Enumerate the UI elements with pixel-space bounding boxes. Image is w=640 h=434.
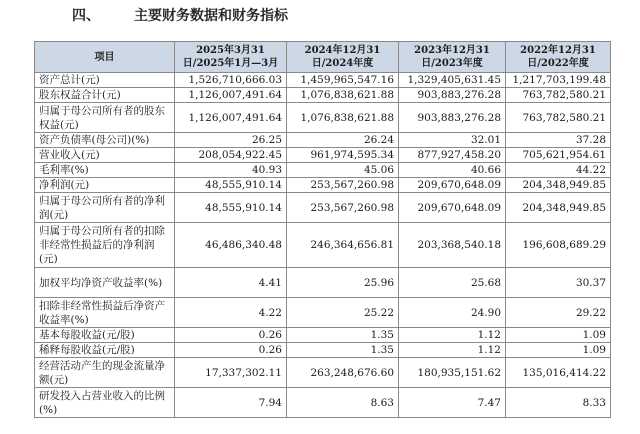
- table-row: [35, 388, 611, 418]
- header-2025q1: 2025年3月31日/2025年1月—3月: [175, 42, 287, 73]
- cell-value: 961,974,595.34: [287, 148, 399, 163]
- cell-value: 204,348,949.85: [506, 178, 611, 193]
- cell-value: 8.33: [506, 388, 611, 418]
- cell-value: 763,782,580.21: [506, 88, 611, 103]
- table-header-row: [35, 42, 611, 73]
- cell-value: 1.09: [506, 343, 611, 358]
- row-label: 基本每股收益(元/股): [35, 328, 175, 343]
- cell-value: 45.06: [287, 163, 399, 178]
- row-label: 毛利率(%): [35, 163, 175, 178]
- cell-value: 1,076,838,621.88: [287, 103, 399, 133]
- table-row: [35, 163, 611, 178]
- row-label: 研发投入占营业收入的比例(%): [35, 388, 175, 418]
- table-row: [35, 73, 611, 88]
- cell-value: 7.94: [175, 388, 287, 418]
- cell-value: 1,459,965,547.16: [287, 73, 399, 88]
- cell-value: 0.26: [175, 328, 287, 343]
- cell-value: 1,329,405,631.45: [399, 73, 506, 88]
- cell-value: 7.47: [399, 388, 506, 418]
- row-label: 营业收入(元): [35, 148, 175, 163]
- table-row: [35, 268, 611, 298]
- row-label: 资产负债率(母公司)(%): [35, 133, 175, 148]
- cell-value: 203,368,540.18: [399, 223, 506, 268]
- cell-value: 32.01: [399, 133, 506, 148]
- row-label: 经营活动产生的现金流量净额(元): [35, 358, 175, 388]
- header-2023: 2023年12月31日/2023年度: [399, 42, 506, 73]
- cell-value: 37.28: [506, 133, 611, 148]
- cell-value: 25.96: [287, 268, 399, 298]
- cell-value: 40.93: [175, 163, 287, 178]
- table-row: [35, 343, 611, 358]
- cell-value: 1,126,007,491.64: [175, 103, 287, 133]
- table-row: [35, 178, 611, 193]
- cell-value: 30.37: [506, 268, 611, 298]
- cell-value: 4.41: [175, 268, 287, 298]
- section-heading: [72, 4, 288, 28]
- cell-value: 180,935,151.62: [399, 358, 506, 388]
- cell-value: 204,348,949.85: [506, 193, 611, 223]
- header-2024: 2024年12月31日/2024年度: [287, 42, 399, 73]
- cell-value: 1,526,710,666.03: [175, 73, 287, 88]
- cell-value: 763,782,580.21: [506, 103, 611, 133]
- table-row: [35, 88, 611, 103]
- cell-value: 705,621,954.61: [506, 148, 611, 163]
- cell-value: 17,337,302.11: [175, 358, 287, 388]
- row-label: 归属于母公司所有者的扣除非经常性损益后的净利润(元): [35, 223, 175, 268]
- cell-value: 40.66: [399, 163, 506, 178]
- row-label: 股东权益合计(元): [35, 88, 175, 103]
- cell-value: 263,248,676.60: [287, 358, 399, 388]
- cell-value: 253,567,260.98: [287, 193, 399, 223]
- table-row: [35, 103, 611, 133]
- cell-value: 1.09: [506, 328, 611, 343]
- cell-value: 48,555,910.14: [175, 178, 287, 193]
- cell-value: 24.90: [399, 298, 506, 328]
- cell-value: 46,486,340.48: [175, 223, 287, 268]
- cell-value: 208,054,922.45: [175, 148, 287, 163]
- cell-value: 1.12: [399, 328, 506, 343]
- table-row: [35, 133, 611, 148]
- cell-value: 1,076,838,621.88: [287, 88, 399, 103]
- cell-value: 26.24: [287, 133, 399, 148]
- cell-value: 877,927,458.20: [399, 148, 506, 163]
- cell-value: 1.35: [287, 328, 399, 343]
- cell-value: 1.35: [287, 343, 399, 358]
- cell-value: 903,883,276.28: [399, 88, 506, 103]
- table-row: [35, 358, 611, 388]
- cell-value: 1,217,703,199.48: [506, 73, 611, 88]
- cell-value: 196,608,689.29: [506, 223, 611, 268]
- cell-value: 209,670,648.09: [399, 193, 506, 223]
- cell-value: 135,016,414.22: [506, 358, 611, 388]
- cell-value: 44.22: [506, 163, 611, 178]
- cell-value: 1,126,007,491.64: [175, 88, 287, 103]
- row-label: 加权平均净资产收益率(%): [35, 268, 175, 298]
- table-row: [35, 223, 611, 268]
- cell-value: 253,567,260.98: [287, 178, 399, 193]
- cell-value: 246,364,656.81: [287, 223, 399, 268]
- cell-value: 903,883,276.28: [399, 103, 506, 133]
- cell-value: 26.25: [175, 133, 287, 148]
- row-label: 稀释每股收益(元/股): [35, 343, 175, 358]
- cell-value: 29.22: [506, 298, 611, 328]
- row-label: 归属于母公司所有者的股东权益(元): [35, 103, 175, 133]
- header-item: 项目: [35, 42, 175, 73]
- cell-value: 4.22: [175, 298, 287, 328]
- cell-value: 25.22: [287, 298, 399, 328]
- cell-value: 8.63: [287, 388, 399, 418]
- section-number: 四、: [72, 8, 100, 24]
- row-label: 净利润(元): [35, 178, 175, 193]
- cell-value: 0.26: [175, 343, 287, 358]
- cell-value: 48,555,910.14: [175, 193, 287, 223]
- cell-value: 209,670,648.09: [399, 178, 506, 193]
- row-label: 归属于母公司所有者的净利润(元): [35, 193, 175, 223]
- financial-data-table: [34, 41, 611, 418]
- table-row: [35, 148, 611, 163]
- row-label: 资产总计(元): [35, 73, 175, 88]
- table-row: [35, 298, 611, 328]
- table-row: [35, 328, 611, 343]
- cell-value: 25.68: [399, 268, 506, 298]
- row-label: 扣除非经常性损益后净资产收益率(%): [35, 298, 175, 328]
- header-2022: 2022年12月31日/2022年度: [506, 42, 611, 73]
- table-row: [35, 193, 611, 223]
- section-title: 主要财务数据和财务指标: [134, 8, 288, 24]
- cell-value: 1.12: [399, 343, 506, 358]
